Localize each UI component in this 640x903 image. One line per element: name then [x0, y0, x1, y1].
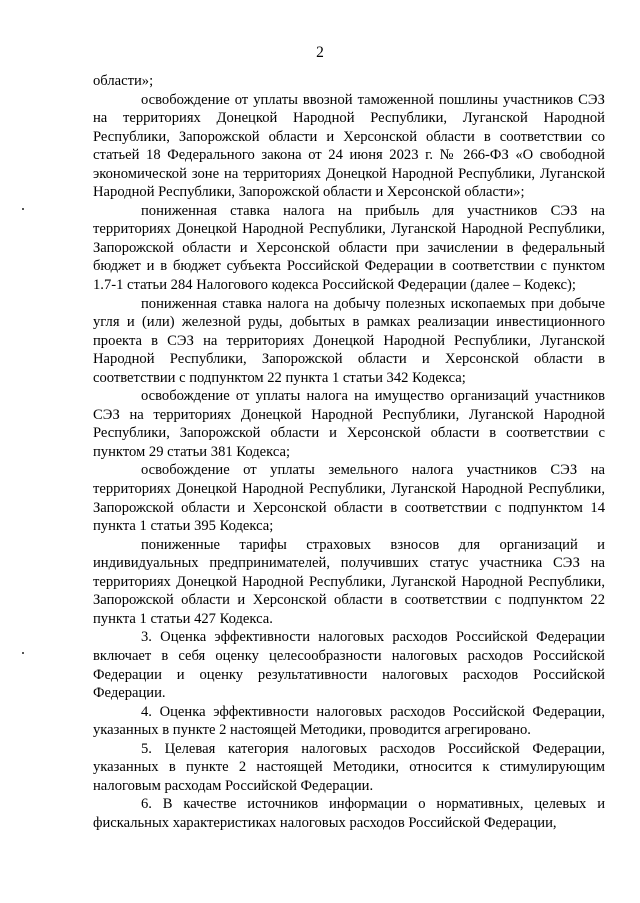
scan-speck	[22, 652, 24, 654]
paragraph: 6. В качестве источников информации о нормативных, целевых и фискальных характеристиках налоговых расходов Российской Федерации,	[93, 796, 605, 831]
paragraph: 4. Оценка эффективности налоговых расходов Российской Федерации, указанных в пункте 2 настоящей Методики, проводится агрегировано.	[93, 703, 605, 739]
scan-speck	[22, 208, 24, 210]
paragraph: освобождение от уплаты налога на имущество организаций участников СЭЗ на территориях Донецкой Народной Республики, Луганской Народной Республики, Запорожской области и Херсонской области в соответствии с пунктом 29 статьи 381 Кодекса;	[93, 388, 605, 460]
paragraph: пониженные тарифы страховых взносов для организаций и индивидуальных предпринимателей, получивших статус участника СЭЗ на территориях Донецкой Народной Республики, Луганской Народной Республики, Запорожской области и Херсонской области в соответствии с подпунктом 22 пункта 1 статьи 427 Кодекса.	[93, 536, 605, 627]
document-body	[93, 72, 605, 832]
paragraph: пониженная ставка налога на прибыль для участников СЭЗ на территориях Донецкой Народной Республики, Луганской Народной Республики, Запорожской области и Херсонской области при зачислении в федеральный бюджет и в бюджет субъекта Российской Федерации в соответствии с пунктом 1.7-1 статьи 284 Налогового кодекса Российской Федерации (далее – Кодекс);	[93, 202, 605, 294]
paragraph: пониженная ставка налога на добычу полезных ископаемых при добыче угля и (или) железной руды, добытых в рамках реализации инвестиционного проекта в СЭЗ на территориях Донецкой Народной Республики, Луганской Народной Республики, Запорожской области и Херсонской области в соответствии с подпунктом 22 пункта 1 статьи 342 Кодекса;	[93, 295, 605, 386]
paragraph: области»;	[93, 73, 154, 89]
paragraph: освобождение от уплаты земельного налога участников СЭЗ на территориях Донецкой Народной Республики, Луганской Народной Республики, Запорожской области и Херсонской области в соответствии с подпунктом 14 пункта 1 статьи 395 Кодекса;	[93, 462, 605, 535]
paragraph: освобождение от уплаты ввозной таможенной пошлины участников СЭЗ на территориях Донецкой Народной Республики, Луганской Народной Республики, Запорожской области и Херсонской области в соответствии со статьей 18 Федерального закона от 24 июня 2023 г. № 266-ФЗ «О свободной экономической зоне на территориях Донецкой Народной Республики, Луганской Народной Республики, Запорожской области и Херсонской области»;	[93, 91, 605, 201]
paragraph: 5. Целевая категория налоговых расходов Российской Федерации, указанных в пункте 2 настоящей Методики, относится к стимулирующим налоговым расходам Российской Федерации.	[93, 740, 605, 794]
page-number: 2	[316, 44, 324, 61]
paragraph: 3. Оценка эффективности налоговых расходов Российской Федерации включает в себя оценку целесообразности налоговых расходов Российской Федерации и оценку результативности налоговых расходов Российской Федерации.	[93, 629, 605, 702]
